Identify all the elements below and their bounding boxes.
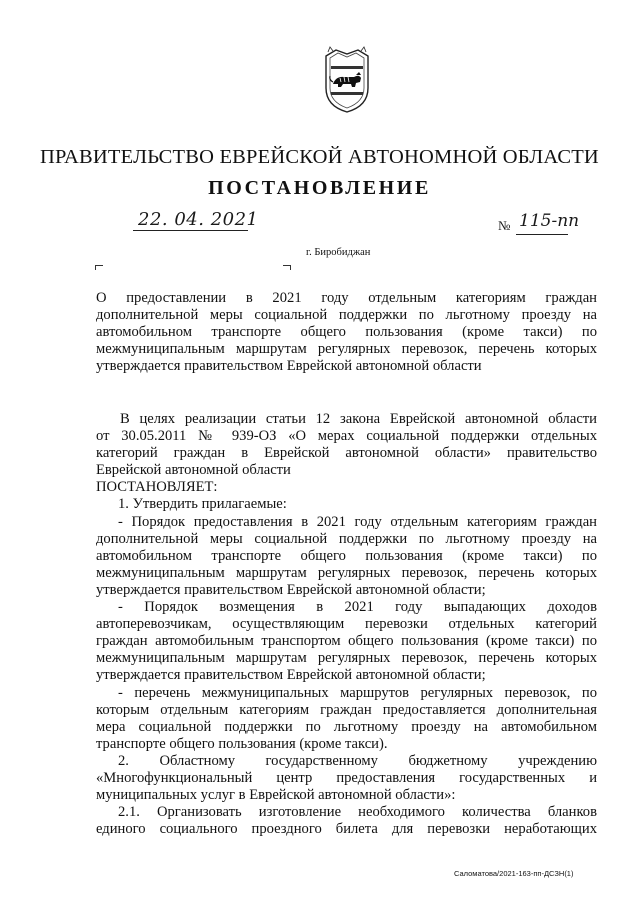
document-body — [96, 411, 597, 838]
body-line: которым отдельным категориям граждан предоставляется дополнительная — [96, 701, 597, 718]
government-title: ПРАВИТЕЛЬСТВО ЕВРЕЙСКОЙ АВТОНОМНОЙ ОБЛАСТИ — [40, 146, 599, 168]
body-line: 1. Утвердить прилагаемые: — [118, 496, 287, 513]
body-line: «Многофункциональный центр предоставления государственных и — [96, 769, 597, 786]
body-line: от 30.05.2011 № 939-ОЗ «О мерах социальной поддержки отдельных — [96, 428, 597, 445]
title-corner-mark-left — [95, 265, 103, 270]
body-line: 2.1. Организовать изготовление необходимого количества бланков — [118, 804, 597, 821]
body-line: 2. Областному государственному бюджетному учреждению — [118, 752, 597, 769]
title-line: автомобильном транспорте общего пользования (кроме такси) по — [96, 324, 597, 341]
body-line: - перечень межмуниципальных маршрутов регулярных перевозок, по — [118, 684, 597, 701]
body-line: межмуниципальным маршрутам регулярных перевозок, перечень которых — [96, 650, 597, 667]
body-line: автоперевозчикам, осуществляющим перевозки отдельных категорий — [96, 616, 597, 633]
number-sign: № — [498, 218, 511, 233]
city-label: г. Биробиджан — [306, 247, 371, 258]
body-line: Еврейской автономной области — [96, 462, 291, 479]
body-line: дополнительной меры социальной поддержки по льготному проезду на — [96, 530, 597, 547]
title-line: утверждается правительством Еврейской автономной области — [96, 358, 482, 375]
title-line: О предоставлении в 2021 году отдельным категориям граждан — [96, 290, 597, 306]
body-line: межмуниципальным маршрутам регулярных перевозок, перечень которых — [96, 564, 597, 581]
handwritten-number: 115-пп — [519, 211, 580, 231]
document-title-block — [96, 290, 597, 375]
body-line: единого социального проездного билета для перевозки неработающих — [96, 821, 597, 838]
title-line: дополнительной меры социальной поддержки по льготному проезду на — [96, 307, 597, 324]
body-line: утверждается правительством Еврейской автономной области; — [96, 667, 486, 684]
body-line: - Порядок возмещения в 2021 году выпадающих доходов — [118, 599, 597, 616]
number-underline — [516, 234, 568, 235]
document-type-heading: ПОСТАНОВЛЕНИЕ — [208, 177, 431, 199]
body-line: автомобильном транспорте общего пользования (кроме такси) по — [96, 547, 597, 564]
body-line: граждан автомобильным транспортом общего пользования (кроме такси) по — [96, 633, 597, 650]
date-underline — [133, 230, 248, 231]
body-line: - Порядок предоставления в 2021 году отдельным категориям граждан — [118, 513, 597, 530]
handwritten-date: 22. 04. 2021 — [138, 209, 259, 230]
body-line: транспорте общего пользования (кроме такси). — [96, 735, 388, 752]
body-line: утверждается правительством Еврейской автономной области; — [96, 581, 486, 598]
body-line: ПОСТАНОВЛЯЕТ: — [96, 479, 218, 496]
body-line: категорий граждан в Еврейской автономной области» правительство — [96, 445, 597, 462]
document-footer-code: Саломатова/2021-163-пп-ДСЗН(1) — [454, 869, 574, 878]
body-line: В целях реализации статьи 12 закона Еврейской автономной области — [120, 411, 597, 427]
title-corner-mark-right — [283, 265, 291, 270]
body-line: мера социальной поддержки по льготному проезду на автомобильном — [96, 718, 597, 735]
coat-of-arms-emblem — [318, 46, 376, 114]
tiger-shield-icon — [318, 46, 376, 114]
title-line: межмуниципальным маршрутам регулярных перевозок, перечень которых — [96, 341, 597, 358]
body-line: муниципальных услуг в Еврейской автономной области»: — [96, 787, 456, 804]
